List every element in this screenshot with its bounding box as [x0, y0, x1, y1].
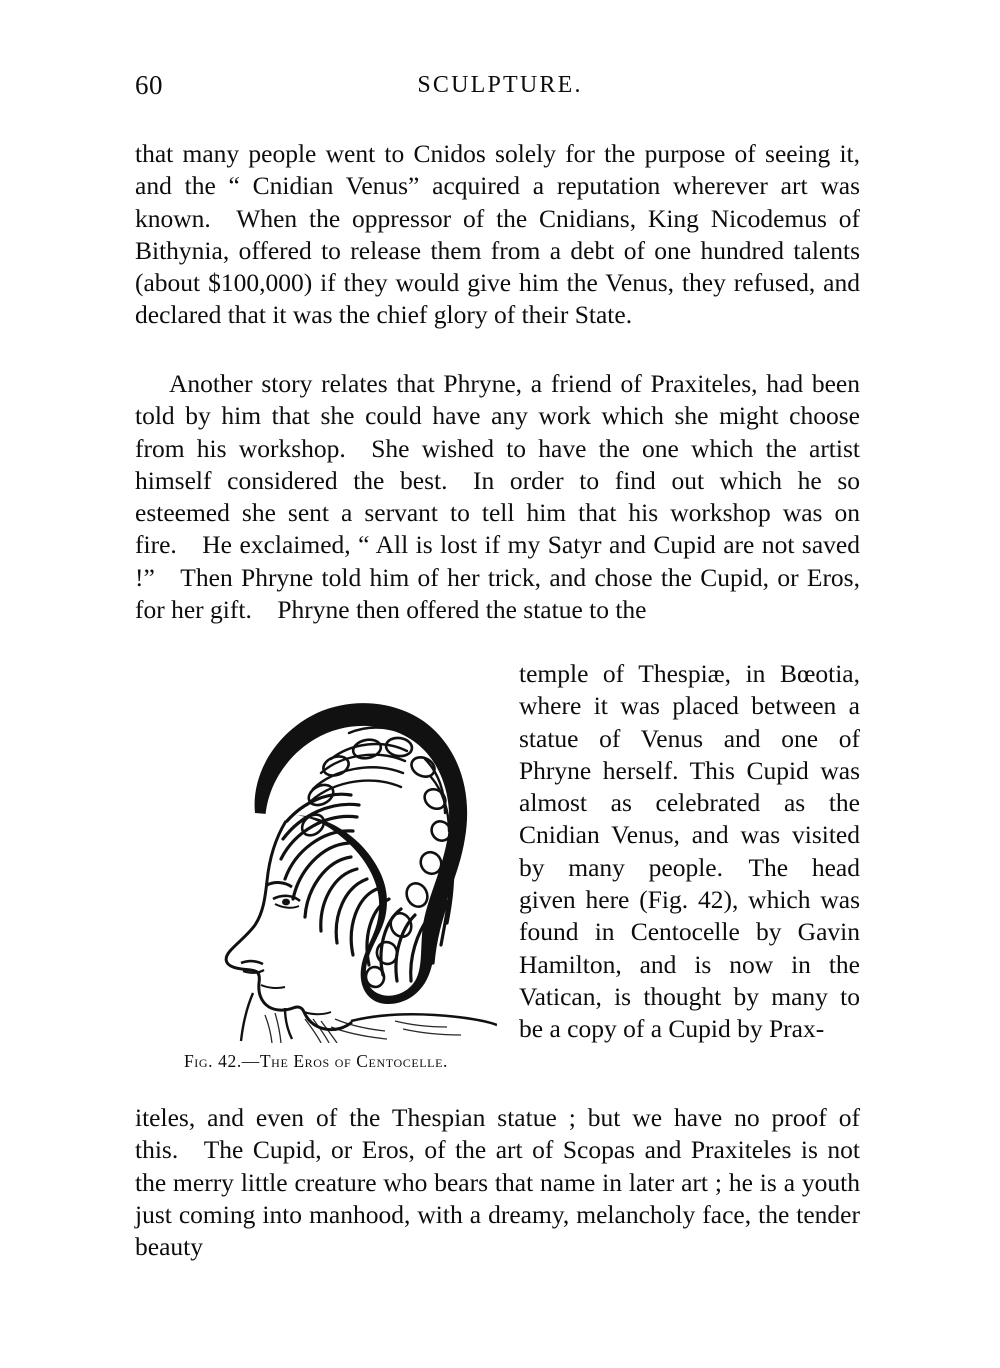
paragraph-2-continuation — [135, 1102, 860, 1263]
running-head — [135, 70, 865, 110]
running-head-title: SCULPTURE. — [417, 72, 583, 98]
paragraph-2-wrap-text: temple of Thespiæ, in Bœotia, where it was placed between a statue of Venus and one of Phryne herself. This Cupid was almost as celebrated as the Cnidian Venus, and was visited by many people. The head given here (Fig. 42), which was found in Centocelle by Gavin Hamilton, and is now in the Vatican, is thought by many to be a copy of a Cupid by Prax- — [519, 659, 860, 1044]
paragraph-2-wrap — [519, 658, 860, 1046]
paragraph-2-text: Another story relates that Phryne, a friend of Praxiteles, had been told by him that she could have any work which she might choose from his workshop. She wished to have the one which the artist himself considered the best. In order to find out which he so esteemed she sent a servant to tell him that his workshop was on fire. He exclaimed, “ All is lost if my Satyr and Cupid are not saved !” Then Phryne told him of her trick, and chose the Cupid, or Eros, for her gift. Phryne then offered the statue to the — [135, 369, 860, 625]
paragraph-2 — [135, 368, 860, 626]
engraving-head-of-eros — [135, 663, 497, 1043]
paragraph-1 — [135, 138, 860, 332]
page-number: 60 — [135, 70, 163, 100]
paragraph-2-continuation-text: iteles, and even of the Thespian statue ; but we have no proof of this. The Cupid, or Eros, of the art of Scopas and Praxiteles is not the merry little creature who bears that name in later art ; he is a youth just coming into manhood, with a dreamy, melancholy face, the tender beauty — [135, 1103, 860, 1262]
figure-42 — [135, 663, 497, 1072]
figure-caption: Fig. 42.—The Eros of Centocelle. — [183, 1051, 449, 1071]
paragraph-1-text: that many people went to Cnidos solely for the purpose of seeing it, and the “ Cnidian Venus” acquired a reputation wherever art was known. When the oppressor of the Cnidians, King Nicodemus of Bithynia, offered to release them from a debt of one hundred talents (about $100,000) if they would give him the Venus, they refused, and declared that it was the chief glory of their State. — [135, 139, 860, 330]
